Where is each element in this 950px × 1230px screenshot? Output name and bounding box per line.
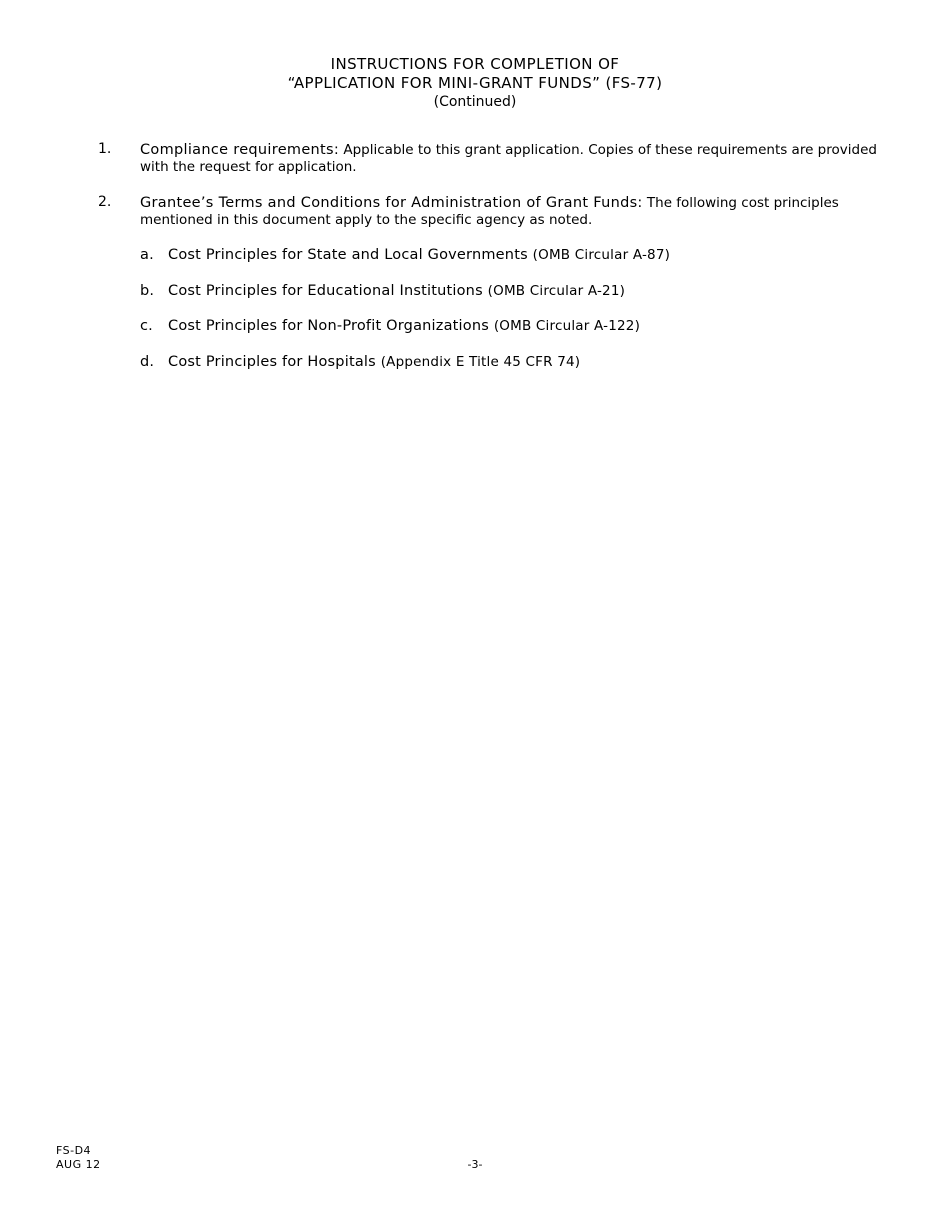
- subitem-a: [140, 247, 670, 263]
- subitem-letter: c.: [140, 318, 153, 334]
- subitem-reference: (OMB Circular A-122): [493, 318, 641, 334]
- item-heading: Grantee’s Terms and Conditions for Administration of Grant Funds:: [140, 195, 643, 211]
- subitem-text: Cost Principles for Hospitals: [168, 354, 376, 370]
- subitem-d: [140, 354, 580, 370]
- subitem-text: Cost Principles for Non-Profit Organizations: [168, 318, 490, 334]
- item-text-continued: mentioned in this document apply to the specific agency as noted.: [140, 212, 593, 228]
- page-number: -3-: [467, 1158, 483, 1171]
- item-heading: Compliance requirements:: [140, 142, 340, 158]
- title-line-1: INSTRUCTIONS FOR COMPLETION OF: [330, 55, 620, 73]
- item-number: 2.: [98, 194, 112, 210]
- subitem-text: Cost Principles for Educational Institutions: [168, 283, 483, 299]
- item-number: 1.: [98, 141, 112, 157]
- subitem-letter: b.: [140, 283, 155, 299]
- item-body: [140, 141, 894, 176]
- subitem-reference: (OMB Circular A-21): [487, 283, 626, 299]
- title-continued: (Continued): [433, 94, 517, 110]
- subitem-b: [140, 283, 625, 299]
- item-text: Applicable to this grant application. Copies of these requirements are provided: [339, 142, 877, 158]
- form-code: FS-D4: [56, 1144, 92, 1157]
- subitem-letter: d.: [140, 354, 155, 370]
- subitem-letter: a.: [140, 247, 154, 263]
- document-title: [0, 55, 950, 111]
- item-body: [140, 194, 894, 229]
- title-line-2: “APPLICATION FOR MINI-GRANT FUNDS” (FS-77): [287, 74, 663, 92]
- subitem-reference: (OMB Circular A-87): [532, 247, 671, 263]
- item-text: The following cost principles: [642, 195, 839, 211]
- subitem-text: Cost Principles for State and Local Governments: [168, 247, 528, 263]
- subitem-reference: (Appendix E Title 45 CFR 74): [380, 354, 581, 370]
- instruction-item-1: [98, 141, 894, 176]
- item-text-continued: with the request for application.: [140, 159, 357, 175]
- subitem-c: [140, 318, 640, 334]
- form-date: AUG 12: [56, 1158, 101, 1171]
- instruction-item-2: [98, 194, 894, 229]
